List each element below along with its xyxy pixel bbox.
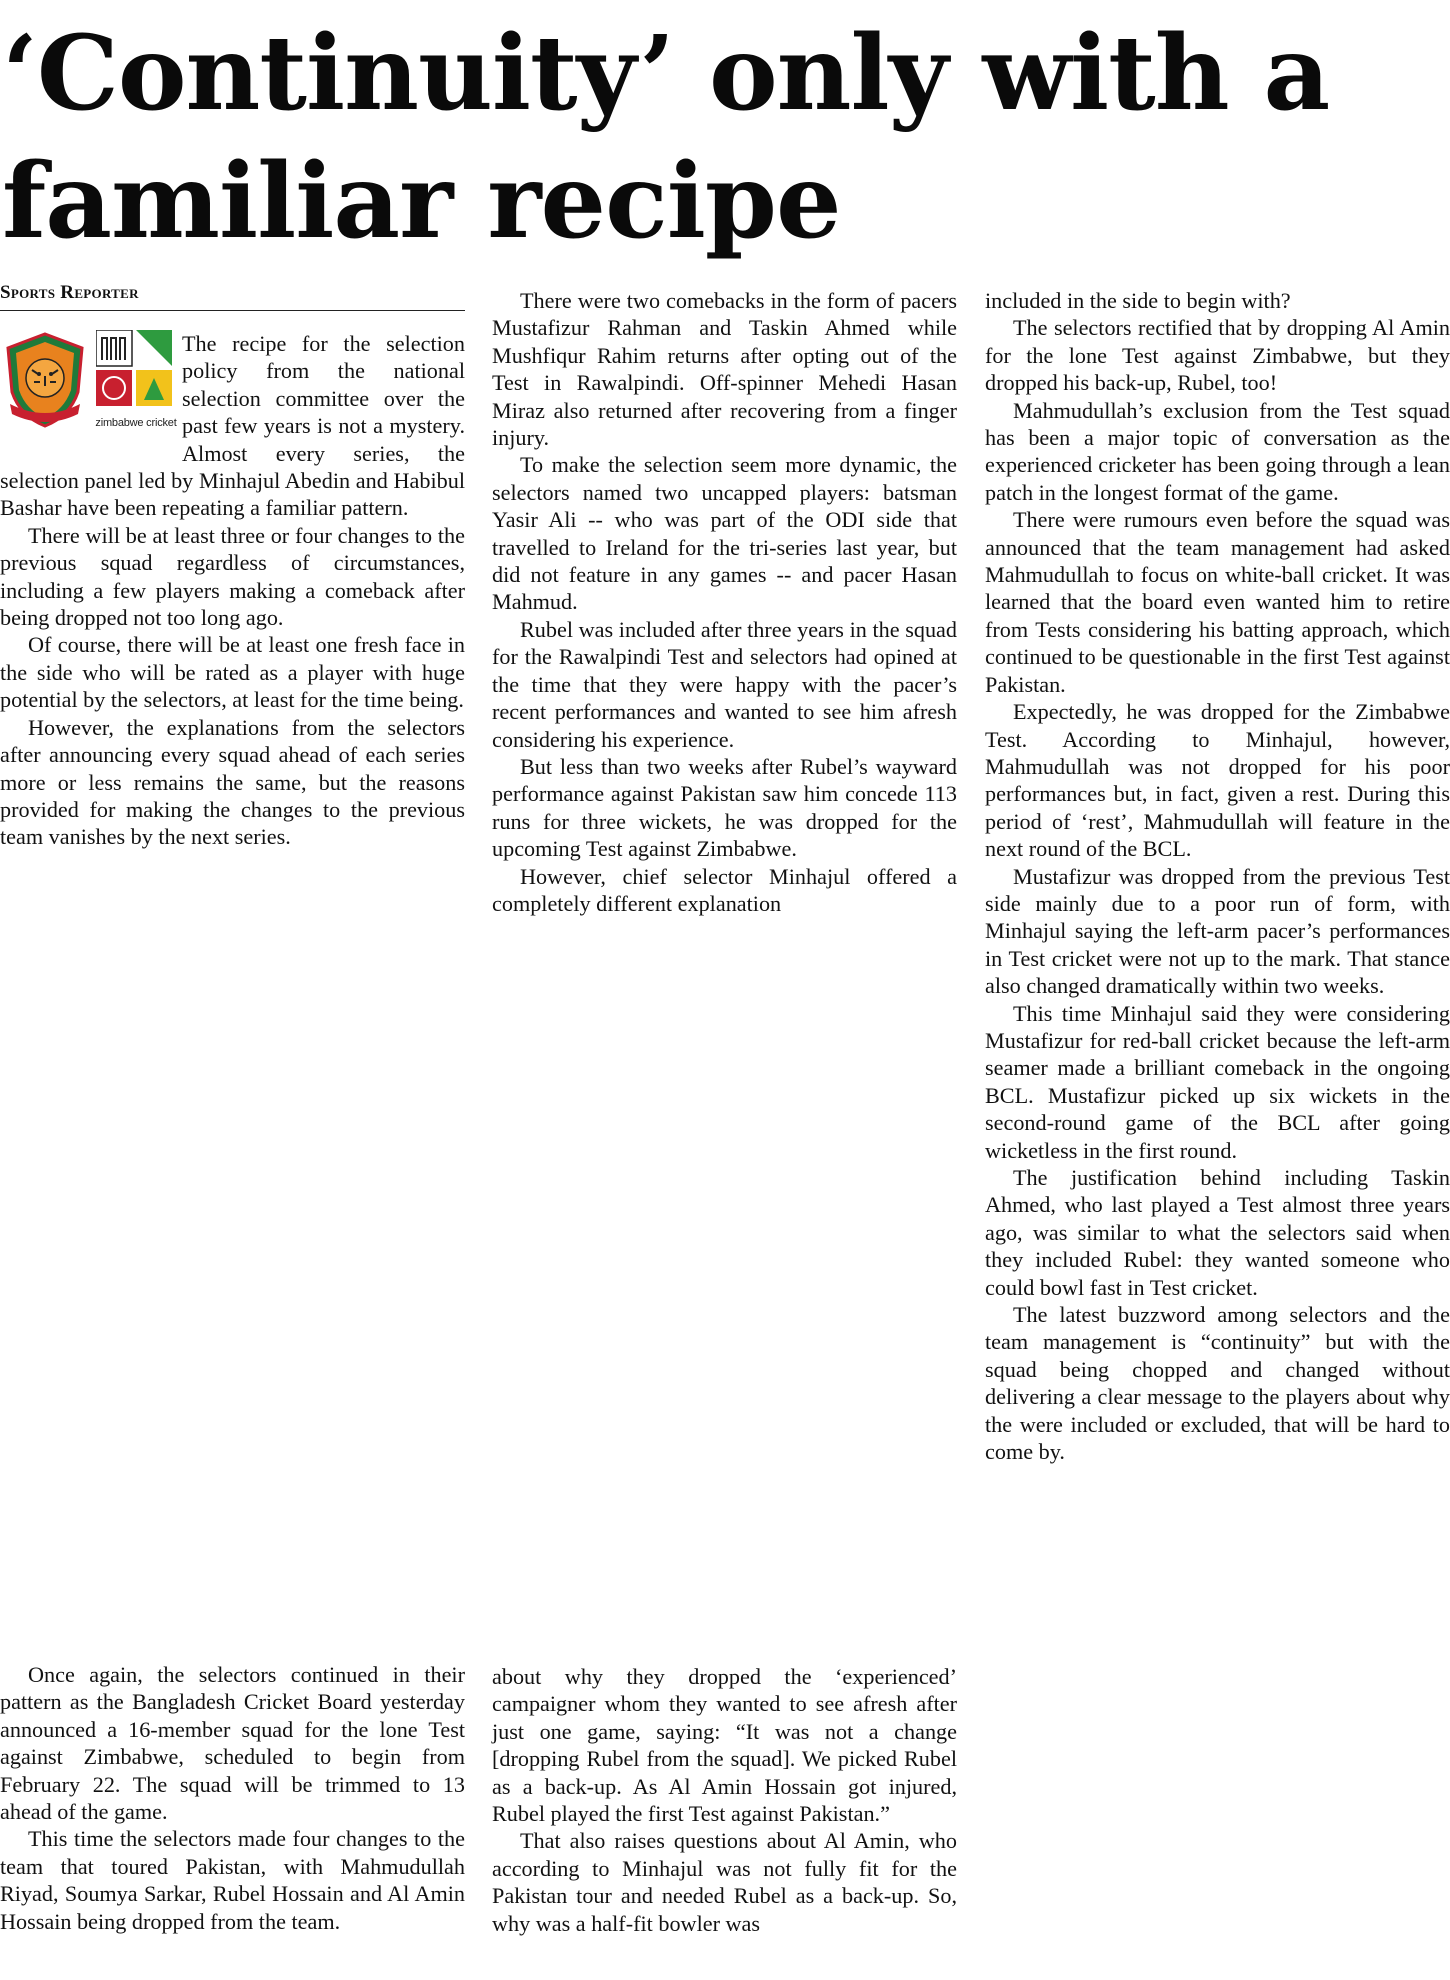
paragraph: The latest buzzword among selectors and the team management is “continuity” but with the squad being chopped and changed without delivering a clear message to the players about why the were included or excluded, that will be hard to come by.: [985, 1302, 1450, 1465]
paragraph: The justification behind including Taskin Ahmed, who last played a Test almost three years ago, was similar to what the selectors said when they included Rubel: they wanted someone who could bowl fast in Test cricket.: [985, 1165, 1450, 1300]
column-1: [0, 330, 465, 851]
zimbabwe-cricket-logo: [96, 330, 172, 406]
paragraph: The recipe for the selection policy from the national selection committee over the past few years is not a mystery. Almost every series, the selection panel led by Minhajul Abedin and Habibul Bashar have been repeating a familiar pattern.: [0, 331, 465, 521]
paragraph-continued: included in the side to begin with?: [985, 288, 1291, 313]
column-2: [492, 287, 957, 917]
headline: ‘Continuity’ only with a familiar recipe: [2, 13, 1330, 262]
byline: Sports Reporter: [0, 282, 465, 311]
paragraph: There were two comebacks in the form of pacers Mustafizur Rahman and Taskin Ahmed while Mushfiqur Rahim returns after opting out of the Test in Rawalpindi. Off-spinner Mehedi Hasan Miraz also returned after recovering from a finger injury.: [492, 288, 957, 451]
paragraph: Mahmudullah’s exclusion from the Test squad has been a major topic of conversation as the experienced cricketer has been going through a lean patch in the longest format of the game.: [985, 397, 1450, 505]
paragraph: This time Minhajul said they were considering Mustafizur for red-ball cricket because the left-arm seamer made a brilliant comeback in the ongoing BCL. Mustafizur picked up six wickets in the second-round game of the BCL after going wicketless in the first round.: [985, 1000, 1450, 1163]
column-3: [985, 287, 1450, 1465]
logo-group: [0, 330, 176, 448]
paragraph: But less than two weeks after Rubel’s wayward performance against Pakistan saw him concede 113 runs for three wickets, he was dropped for the upcoming Test against Zimbabwe.: [492, 753, 957, 862]
paragraph: The selectors rectified that by dropping Al Amin for the lone Test against Zimbabwe, but they dropped his back-up, Rubel, too!: [985, 315, 1450, 396]
paragraph: Expectedly, he was dropped for the Zimbabwe Test. According to Minhajul, however, Mahmudullah was not dropped for his poor performances but, in fact, given a rest. During this period of ‘rest’, Mahmudullah will feature in the next round of the BCL.: [985, 699, 1450, 862]
column-5: [492, 1663, 957, 1937]
paragraph: Once again, the selectors continued in their pattern as the Bangladesh Cricket Board yesterday announced a 16-member squad for the lone Test against Zimbabwe, scheduled to begin from February 22. The squad will be trimmed to 13 ahead of the game.: [0, 1662, 465, 1825]
paragraph: However, the explanations from the selectors after announcing every squad ahead of each series more or less remains the same, but the reasons provided for making the changes to the previous team vanishes by the next series.: [0, 714, 465, 850]
paragraph-continued: about why they dropped the ‘experienced’ campaigner whom they wanted to see afresh after just one game, saying: “It was not a change [dropping Rubel from the squad]. We picked Rubel as a back-up. As Al Amin Hossain got injured, Rubel played the first Test against Pakistan.”: [492, 1664, 957, 1827]
paragraph: That also raises questions about Al Amin, who according to Minhajul was not fully fit for the Pakistan tour and needed Rubel as a back-up. So, why was a half-fit bowler was: [492, 1828, 957, 1936]
paragraph: However, chief selector Minhajul offered a completely different explanation: [492, 863, 957, 916]
column-4: [0, 1661, 465, 1935]
paragraph: Mustafizur was dropped from the previous Test side mainly due to a poor run of form, with Minhajul saying the left-arm pacer’s performances in Test cricket were not up to the mark. That stance also changed dramatically within two weeks.: [985, 863, 1450, 999]
paragraph: This time the selectors made four changes to the team that toured Pakistan, with Mahmudullah Riyad, Soumya Sarkar, Rubel Hossain and Al Amin Hossain being dropped from the team.: [0, 1826, 465, 1934]
zimbabwe-cricket-label: zimbabwe cricket: [95, 417, 177, 429]
paragraph: Of course, there will be at least one fresh face in the side who will be rated as a player with huge potential by the selectors, at least for the time being.: [0, 632, 465, 713]
paragraph: To make the selection seem more dynamic, the selectors named two uncapped players: batsman Yasir Ali -- who was part of the ODI side that travelled to Ireland for the tri-series last year, but did not feature in any games -- and pacer Hasan Mahmud.: [492, 452, 957, 615]
paragraph: There were rumours even before the squad was announced that the team management had asked Mahmudullah to focus on white-ball cricket. It was learned that the board even wanted him to retire from Tests considering his batting approach, which continued to be questionable in the first Test against Pakistan.: [985, 507, 1450, 697]
bcb-tiger-logo: [4, 330, 86, 430]
paragraph: Rubel was included after three years in the squad for the Rawalpindi Test and selectors had opined at the time that they were happy with the pacer’s recent performances and wanted to see him afresh considering his experience.: [492, 616, 957, 752]
paragraph: There will be at least three or four changes to the previous squad regardless of circumstances, including a few players making a comeback after being dropped not too long ago.: [0, 522, 465, 631]
